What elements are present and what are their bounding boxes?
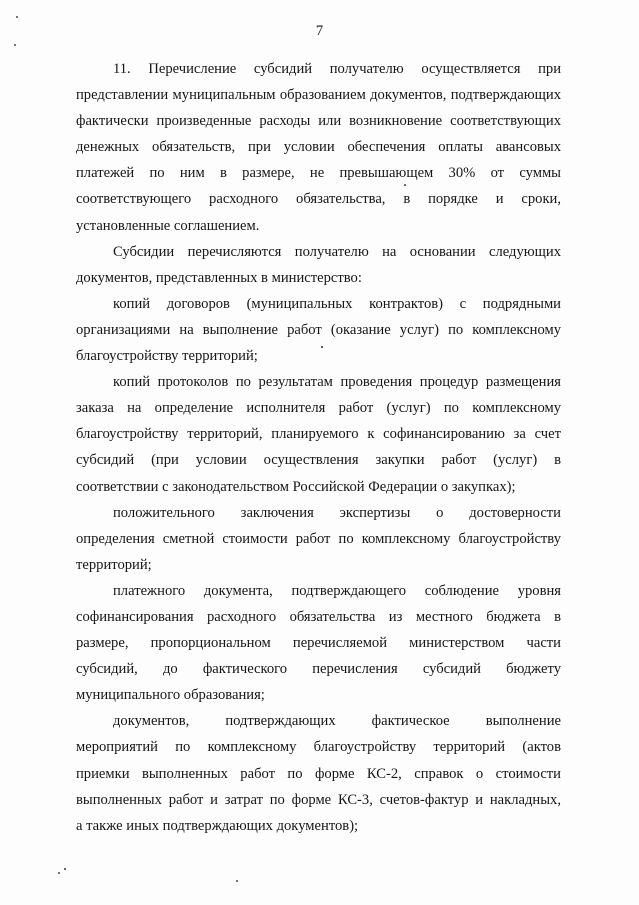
paragraph-6	[76, 578, 561, 708]
document-body	[76, 56, 561, 839]
paragraph-5-line-1: положительного заключения экспертизы о достоверности	[113, 504, 561, 521]
paragraph-2	[76, 239, 561, 291]
paragraph-1	[76, 56, 561, 239]
scan-speck	[58, 872, 60, 874]
paragraph-4-line-5: соответствии с законодательством Российской Федерации о закупках);	[76, 478, 516, 495]
paragraph-4-line-4: субсидий (при условии осуществления закупки работ (услуг) в	[76, 452, 561, 469]
paragraph-1-line-3: фактически произведенные расходы или возникновение соответствующих	[76, 113, 561, 130]
paragraph-7-line-5: а также иных подтверждающих документов);	[76, 817, 359, 834]
paragraph-7	[76, 708, 561, 838]
paragraph-7-line-4: выполненных работ и затрат по форме КС-3, счетов-фактур и накладных,	[76, 791, 561, 808]
page-number: 7	[315, 23, 324, 39]
paragraph-3	[76, 291, 561, 369]
paragraph-1-line-6: соответствующего расходного обязательства, в порядке и сроки,	[76, 191, 561, 208]
paragraph-1-line-2: представлении муниципальным образованием документов, подтверждающих	[76, 87, 561, 104]
paragraph-4-line-1: копий протоколов по результатам проведения процедур размещения	[113, 374, 561, 391]
scan-speck	[64, 868, 66, 870]
paragraph-2-line-2: документов, представленных в министерство:	[76, 269, 362, 286]
paragraph-7-line-2: мероприятий по комплексному благоустройству территорий (актов	[76, 739, 561, 756]
paragraph-5	[76, 500, 561, 578]
paragraph-5-line-3: территорий;	[76, 556, 152, 573]
scan-speck	[236, 880, 238, 882]
paragraph-6-line-1: платежного документа, подтверждающего соблюдение уровня	[113, 582, 561, 599]
paragraph-6-line-3: размере, пропорциональном перечисляемой министерством части	[76, 635, 561, 652]
paragraph-1-line-5: платежей по ним в размере, не превышающем 30% от суммы	[76, 165, 561, 182]
paragraph-2-line-1: Субсидии перечисляются получателю на основании следующих	[113, 243, 561, 260]
paragraph-5-line-2: определения сметной стоимости работ по комплексному благоустройству	[76, 530, 561, 547]
paragraph-4	[76, 369, 561, 499]
paragraph-6-line-4: субсидий, до фактического перечисления субсидий бюджету	[76, 661, 561, 678]
paragraph-7-line-3: приемки выполненных работ по форме КС-2, справок о стоимости	[76, 765, 561, 782]
paragraph-1-line-1: 11. Перечисление субсидий получателю осуществляется при	[113, 61, 561, 77]
paragraph-1-line-4: денежных обязательств, при условии обеспечения оплаты авансовых	[76, 139, 561, 156]
paragraph-6-line-5: муниципального образования;	[76, 687, 265, 704]
paragraph-7-line-1: документов, подтверждающих фактическое выполнение	[113, 713, 561, 730]
paragraph-6-line-2: софинансирования расходного обязательства из местного бюджета в	[76, 608, 561, 625]
paragraph-3-line-3: благоустройству территорий;	[76, 348, 258, 365]
scan-speck	[14, 44, 16, 46]
paragraph-1-line-7: установленные соглашением.	[76, 217, 260, 234]
paragraph-3-line-2: организациями на выполнение работ (оказание услуг) по комплексному	[76, 321, 561, 338]
paragraph-3-line-1: копий договоров (муниципальных контрактов) с подрядными	[113, 295, 561, 312]
paragraph-4-line-3: благоустройству территорий, планируемого к софинансированию за счет	[76, 426, 561, 443]
paragraph-4-line-2: заказа на определение исполнителя работ (услуг) по комплексному	[76, 400, 561, 417]
